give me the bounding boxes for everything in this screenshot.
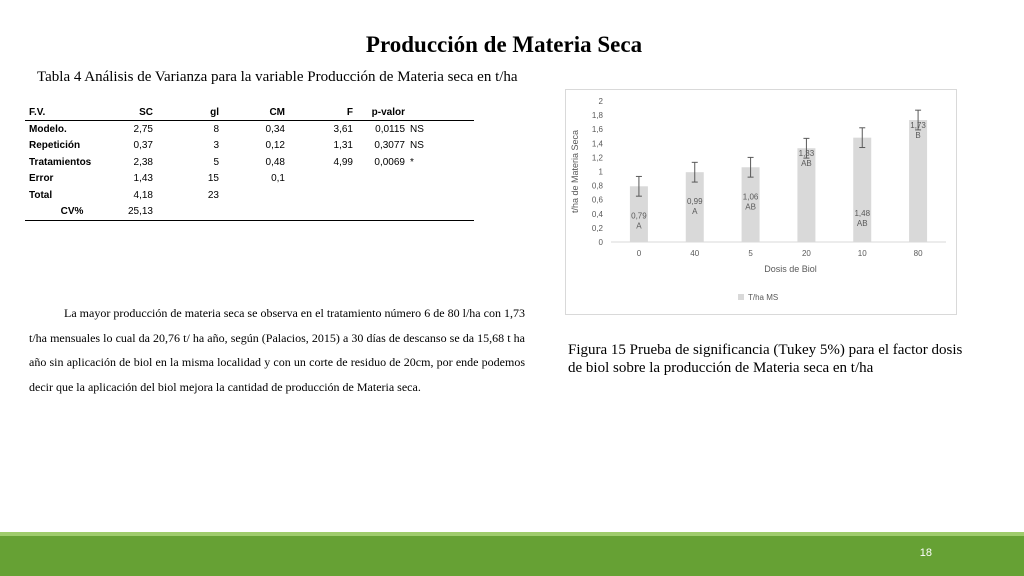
cell-gl: 8	[213, 123, 219, 135]
data-label: 1,48	[854, 209, 871, 218]
cell-gl	[153, 204, 219, 221]
y-tick-label: 2	[598, 97, 603, 106]
x-tick-label: 0	[636, 249, 642, 258]
data-label: 0,79	[631, 211, 647, 221]
cell-f	[285, 204, 353, 221]
cell-sc: 4,18	[133, 189, 153, 201]
table-row	[25, 138, 474, 155]
header-sig	[405, 104, 474, 121]
cell-p-value: 0,3077	[374, 140, 405, 152]
table-row	[25, 171, 474, 188]
y-tick-label: 0,4	[591, 209, 603, 219]
cell-p-value	[353, 204, 405, 221]
cell-sig: NS	[410, 140, 424, 152]
cell-cm: 0,34	[265, 123, 285, 135]
x-axis-title: Dosis de Biol	[764, 264, 817, 274]
cell-sig	[405, 171, 474, 188]
y-tick-label: 1	[598, 167, 603, 177]
data-label: 0,99	[686, 197, 703, 207]
legend-swatch	[738, 294, 744, 300]
cell-sc: 0,37	[133, 140, 153, 152]
footer-bar	[0, 532, 1024, 576]
cell-fv: Tratamientos	[29, 156, 92, 168]
cell-fv: Repetición	[29, 140, 81, 152]
y-tick-label: 0,2	[591, 223, 603, 233]
group-label: A	[692, 207, 698, 217]
table-row	[25, 121, 474, 138]
x-tick-label: 10	[857, 249, 867, 258]
y-tick-label: 0,8	[591, 181, 603, 191]
cell-sc: 1,43	[133, 173, 153, 185]
cell-cm	[219, 187, 285, 204]
cell-f	[285, 171, 353, 188]
cell-cm	[219, 204, 285, 221]
cell-cm: 0,1	[271, 173, 285, 185]
header-p-value: p-valor	[353, 104, 405, 121]
cell-gl: 5	[213, 156, 219, 168]
cell-gl: 23	[207, 189, 219, 201]
y-tick-label: 1,2	[591, 153, 603, 163]
y-tick-label: 0,6	[591, 195, 603, 205]
group-label: A	[636, 221, 642, 231]
group-label: AB	[856, 219, 868, 228]
cell-fv: Error	[29, 173, 54, 185]
cell-sig: NS	[410, 123, 424, 135]
header-fv: F.V.	[25, 104, 115, 121]
cell-fv: Total	[29, 189, 53, 201]
table-caption: Tabla 4 Análisis de Varianza para la variable Producción de Materia seca en t/ha	[37, 69, 518, 85]
cell-sc: 2,38	[133, 156, 153, 168]
cell-p-value	[353, 171, 405, 188]
cell-p-value	[353, 187, 405, 204]
data-label: 1,06	[742, 192, 759, 202]
slide-title: Producción de Materia Seca	[365, 32, 643, 57]
footer-stripe	[0, 532, 1024, 536]
table-row	[25, 154, 474, 171]
cell-fv: CV%	[25, 204, 115, 221]
data-label: 1,33	[798, 149, 815, 159]
y-tick-label: 1,6	[591, 125, 603, 135]
cell-gl: 15	[207, 173, 219, 185]
legend-label: T/ha MS	[748, 293, 779, 302]
cell-sig	[405, 187, 474, 204]
cell-f: 1,31	[333, 140, 353, 152]
y-tick-label: 1,4	[591, 139, 603, 149]
cell-p-value: 0,0115	[375, 123, 405, 135]
x-tick-label: 80	[913, 249, 923, 258]
group-label: AB	[801, 159, 812, 169]
header-sc: SC	[115, 104, 153, 121]
body-paragraph: La mayor producción de materia seca se observa en el tratamiento número 6 de 80 l/ha con 1,73 t/ha mensuales lo cual da 20,76 t/ ha año, según (Palacios, 2015) a 30 días de descanso se da 15,68 t ha año sin aplicación de biol en la misma localidad y con un corte de residuo de 20cm, por ende podemos decir que la aplicación del biol mejora la cantidad de producción de Materia seca.	[29, 306, 525, 394]
cell-sc: 25,13	[115, 204, 153, 221]
y-tick-label: 1,8	[591, 111, 603, 121]
cell-sig: *	[410, 156, 414, 168]
cell-cm: 0,48	[265, 156, 285, 168]
bar-chart-svg	[566, 90, 956, 314]
header-f: F	[285, 104, 353, 121]
cell-p-value: 0,0069	[374, 156, 405, 168]
figure-caption: Figura 15 Prueba de significancia (Tukey 5%) para el factor dosis de biol sobre la producción de Materia seca en t/ha	[568, 342, 963, 376]
group-label: AB	[745, 202, 756, 212]
x-tick-label: 40	[690, 249, 700, 258]
data-label: 1,73	[910, 121, 926, 131]
cell-sc: 2,75	[133, 123, 153, 135]
table-row	[25, 187, 474, 204]
cell-f: 3,61	[333, 123, 353, 135]
y-tick-label: 0	[598, 238, 603, 247]
group-label: B	[915, 131, 921, 141]
cell-fv: Modelo.	[29, 123, 67, 135]
cell-cm: 0,12	[265, 140, 285, 152]
cell-f: 4,99	[333, 156, 353, 168]
header-cm: CM	[219, 104, 285, 121]
table-row	[25, 204, 474, 221]
cell-sig	[405, 204, 474, 221]
cell-gl: 3	[213, 140, 219, 152]
y-axis-title: t/ha de Materia Seca	[570, 129, 580, 214]
bar-chart	[565, 89, 957, 315]
anova-table	[25, 104, 474, 221]
cell-f	[285, 187, 353, 204]
x-tick-label: 5	[748, 249, 753, 258]
header-gl: gl	[153, 104, 219, 121]
x-tick-label: 20	[801, 249, 811, 258]
page-number: 18	[919, 547, 932, 559]
anova-header-row	[25, 104, 474, 121]
